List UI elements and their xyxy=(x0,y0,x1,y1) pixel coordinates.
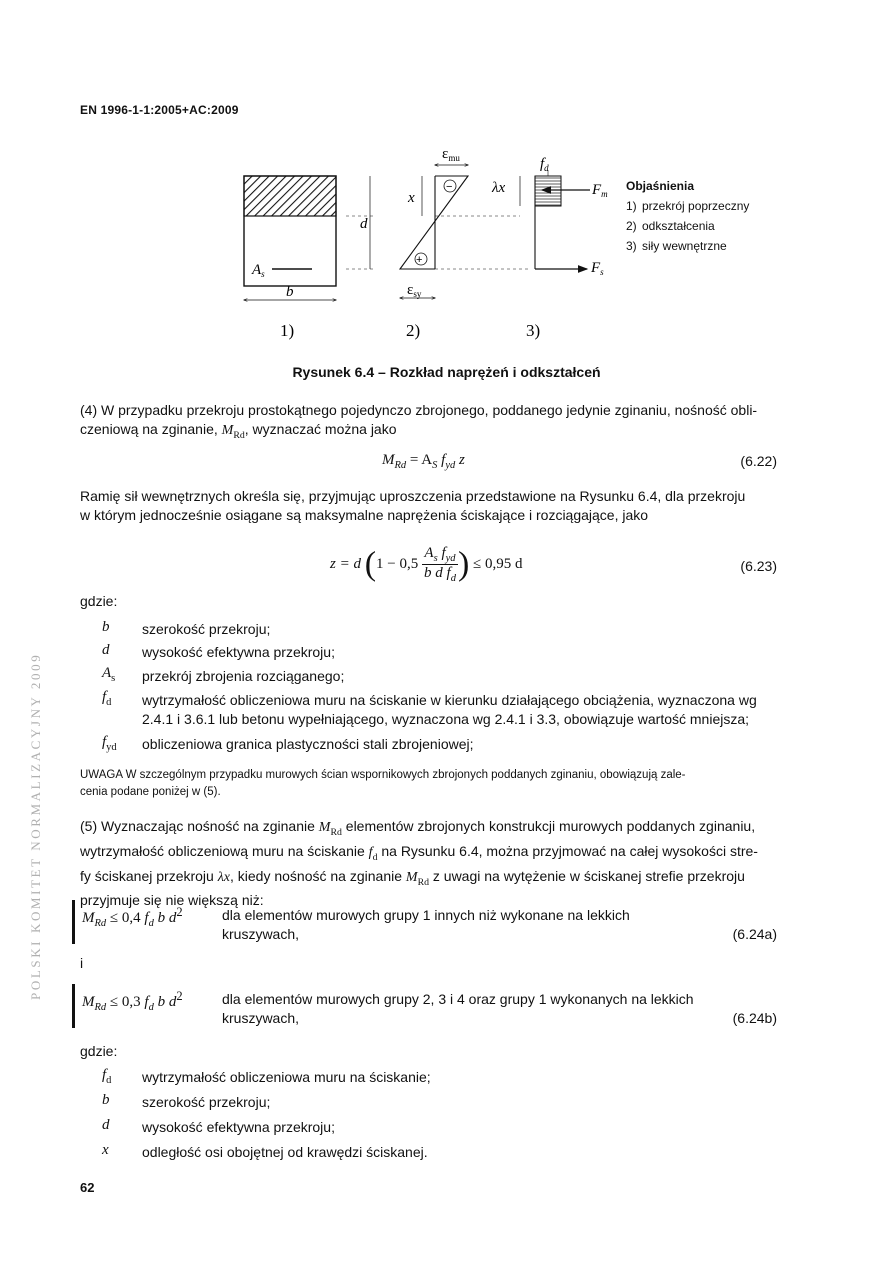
def-text: przekrój zbrojenia rozciąganego; xyxy=(142,668,345,684)
paragraph-lever-arm: Ramię sił wewnętrznych określa się, przyjmując uproszczenia przedstawione na Rysunku 6.4, dla przekroju w którym jednocześnie osiągane są maksymalne naprężenia ściskające i rozciągające, jako xyxy=(80,488,746,523)
def-text: szerokość przekroju; xyxy=(142,621,271,637)
figure-6-4 xyxy=(230,138,630,348)
def-symbol: d xyxy=(102,642,110,658)
def-text: wytrzymałość obliczeniowa muru na ściskanie w kierunku działającego obciążenia, wyznaczona wg 2.4.1 i 3.6.1 lub betonu wypełniającego, wyznaczona wg 2.4.1 i 3.3, obowiązuje wartość mniejsza; xyxy=(142,692,757,727)
label-fd: $f_d$ xyxy=(540,156,549,173)
legend-item: 1) przekrój poprzeczny xyxy=(626,199,750,213)
def-symbol: $f_d$ xyxy=(102,689,112,708)
conjunction: i xyxy=(80,955,84,971)
label-Fm: $F_m$ xyxy=(592,182,608,199)
def-symbol: $f_{yd}$ xyxy=(102,734,117,753)
legend-item: 2) odkształcenia xyxy=(626,219,715,233)
def-text: wytrzymałość obliczeniowa muru na ściskanie; xyxy=(142,1069,431,1085)
equation-6-23: z = d (1 − 0,5 $\frac{A_s f_{yd}}{b d f_d}$ ) ≤ 0,95 d xyxy=(330,545,523,584)
paragraph-4: (4) W przypadku przekroju prostokątnego pojedynczo zbrojonego, poddanego jedynie zginaniu, nośność obli- czeniową na zginanie, $M_{Rd}$, wyznaczać można jako xyxy=(80,402,758,441)
equation-6-24a: $M_{Rd} \le 0,4$ $f_d$ b $d^2$ xyxy=(82,905,183,929)
figure-legend xyxy=(626,176,749,256)
def-text: wysokość efektywna przekroju; xyxy=(142,644,335,660)
def-text: obliczeniowa granica plastyczności stali zbrojeniowej; xyxy=(142,736,474,752)
figure-caption: Rysunek 6.4 – Rozkład naprężeń i odkształceń xyxy=(292,364,601,380)
where-label-2: gdzie: xyxy=(80,1043,118,1059)
label-eps-mu: $\varepsilon_{mu}$ xyxy=(442,146,460,163)
def-symbol: $f_d$ xyxy=(102,1067,112,1086)
equation-6-24b-text: dla elementów murowych grupy 2, 3 i 4 oraz grupy 1 wykonanych na lekkich kruszywach, xyxy=(222,991,694,1026)
def-symbol: b xyxy=(102,619,110,635)
def-symbol: d xyxy=(102,1117,110,1133)
change-bar xyxy=(72,984,75,1028)
eqno-6-23: (6.23) xyxy=(740,558,777,574)
label-x: x xyxy=(408,190,415,206)
note: UWAGA W szczególnym przypadku murowych ścian wspornikowych zbrojonych poddanych zginaniu, obowiązują zale- cenia podane poniżej w (5). xyxy=(80,769,686,798)
def-text: szerokość przekroju; xyxy=(142,1094,271,1110)
minus-sign: − xyxy=(446,181,453,193)
eqno-6-24a: (6.24a) xyxy=(732,926,777,942)
change-bar xyxy=(72,900,75,944)
paragraph-5: (5) Wyznaczając nośność na zginanie $M_{Rd}$ elementów zbrojonych konstrukcji murowych poddanych zginaniu, wytrzymałość obliczeniową muru na ściskanie $f_d$ na Rysunku 6.4, można przyjmować na całej wysokości stre- fy ściskanej przekroju λx, kiedy nośność na zginanie $M_{Rd}$ z uwagi na wytężenie w ściskanej strefie przekroju przyjmuje się nie większą niż: xyxy=(80,818,758,909)
equation-6-24a-text: dla elementów murowych grupy 1 innych niż wykonane na lekkich kruszywach, xyxy=(222,907,630,942)
eqno-6-24b: (6.24b) xyxy=(732,1010,777,1026)
def-symbol: x xyxy=(102,1142,109,1158)
label-As: $A_s$ xyxy=(252,262,265,279)
part-2-label: 2) xyxy=(406,321,421,340)
part-3-label: 3) xyxy=(526,321,541,340)
label-eps-sy: $\varepsilon_{sy}$ xyxy=(407,282,422,299)
compression-zone-hatch xyxy=(244,176,336,216)
where-label-1: gdzie: xyxy=(80,593,118,609)
label-Fs: $F_s$ xyxy=(591,260,604,277)
def-text: odległość osi obojętnej od krawędzi ściskanej. xyxy=(142,1144,428,1160)
equation-6-22: $M_{Rd} = A_S$ $f_{yd}$ z xyxy=(382,452,465,471)
label-lx: λx xyxy=(492,180,506,196)
def-text: wysokość efektywna przekroju; xyxy=(142,1119,335,1135)
standard-header: EN 1996-1-1:2005+AC:2009 xyxy=(80,103,239,117)
page-number: 62 xyxy=(80,1180,95,1195)
part-1-label: 1) xyxy=(280,321,295,340)
stress-block xyxy=(535,176,561,206)
label-b: b xyxy=(286,284,294,300)
watermark: POLSKI KOMITET NORMALIZACYJNY 2009 xyxy=(28,652,43,1000)
equation-6-24b: $M_{Rd} \le 0,3$ $f_d$ b $d^2$ xyxy=(82,989,183,1013)
legend-item: 3) siły wewnętrzne xyxy=(626,239,727,253)
eqno-6-22: (6.22) xyxy=(740,453,777,469)
def-symbol: b xyxy=(102,1092,110,1108)
plus-sign: + xyxy=(416,254,423,266)
legend-title: Objaśnienia xyxy=(626,179,695,193)
label-d: d xyxy=(360,216,368,232)
def-symbol: $A_s$ xyxy=(102,665,116,684)
